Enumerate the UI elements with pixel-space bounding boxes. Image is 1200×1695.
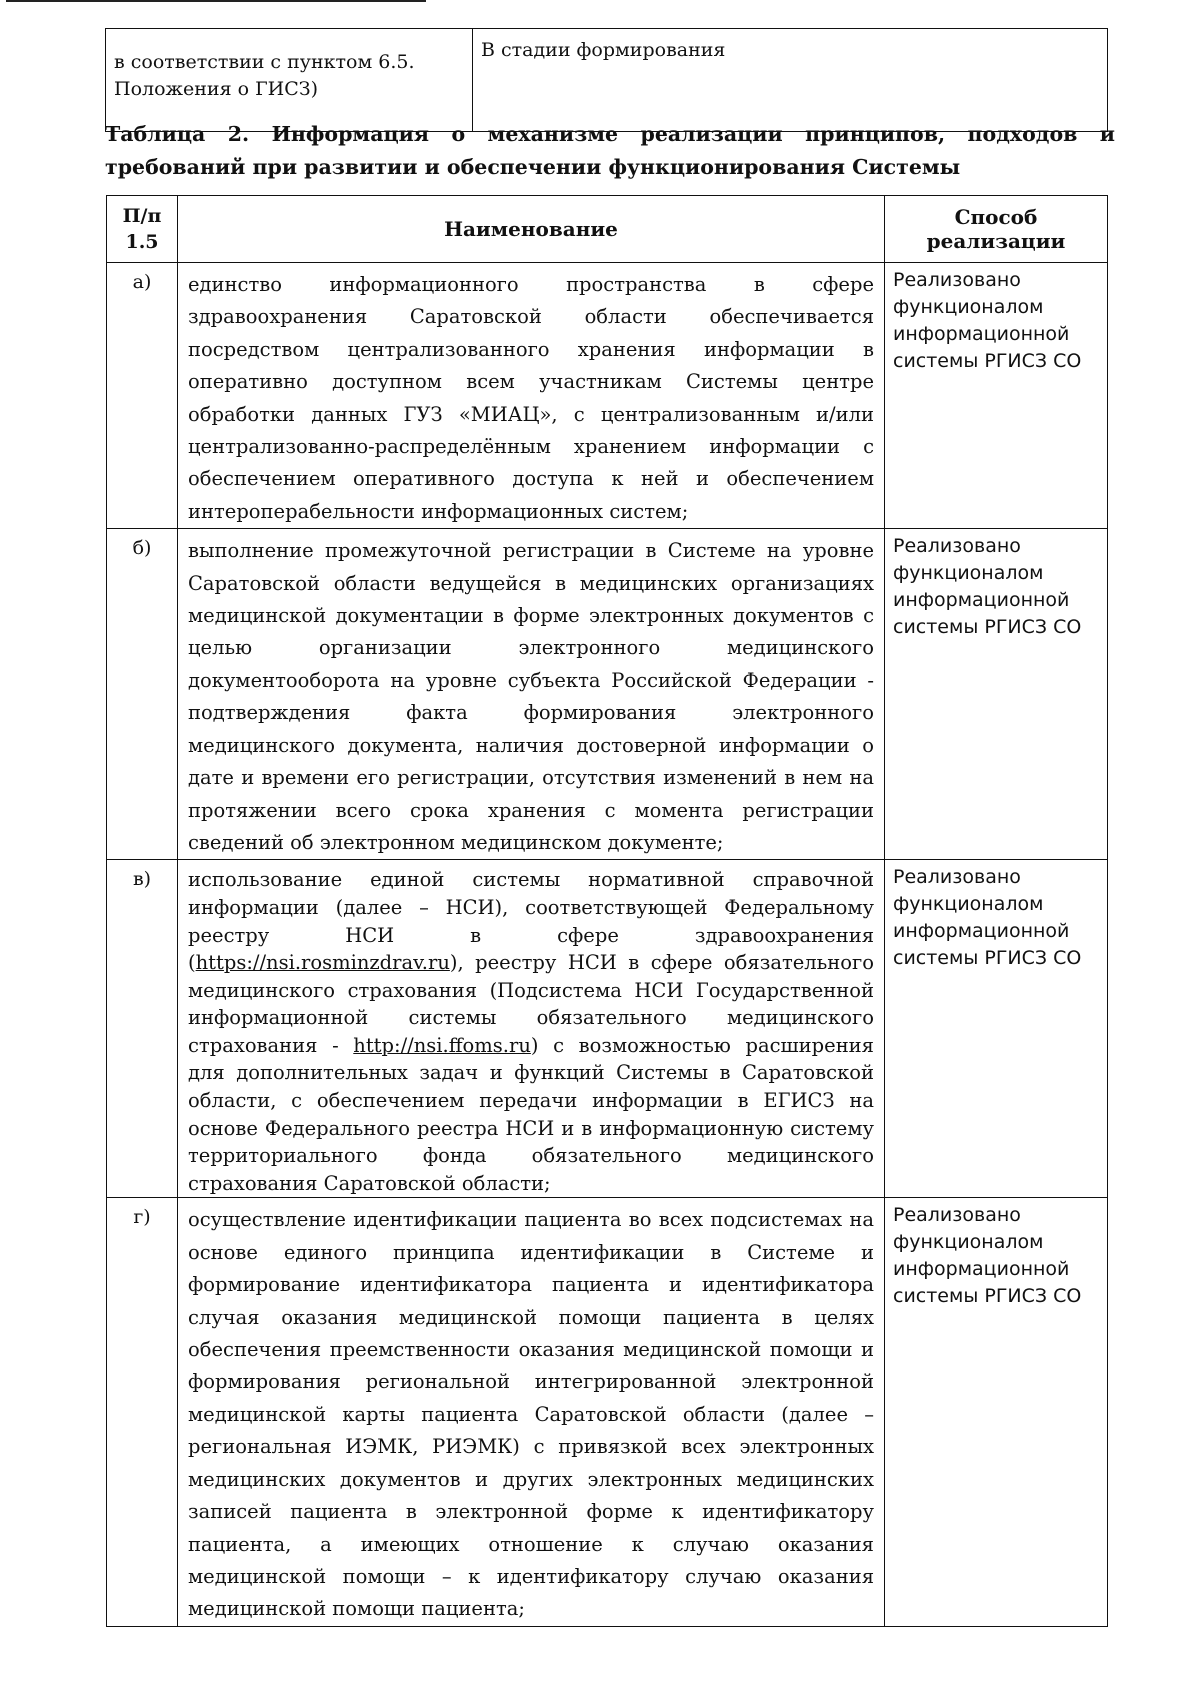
continuation-right-cell: В стадии формирования [473,29,1108,132]
row-text [178,860,885,1198]
continuation-table [105,28,1108,132]
mechanism-table [106,195,1108,1627]
ffoms-link[interactable]: http://nsi.ffoms.ru [353,1033,531,1057]
header-number-line2: 1.5 [125,231,159,253]
table-caption: Таблица 2. Информация о механизме реализации принципов, подходов и требований при развитии и обеспечении функционирования Системы [105,122,1115,179]
row-number: б) [107,529,178,860]
row-method: Реализовано функционалом информационной системы РГИСЗ СО [885,263,1108,529]
header-method: Способ реализации [885,196,1108,263]
row-number: в) [107,860,178,1198]
row-text: выполнение промежуточной регистрации в Системе на уровне Саратовской области ведущейся в медицинских организациях медицинской документации в форме электронных документов с целью организации электронного медицинского документооборота на уровне субъекта Российской Федерации - подтверждения факта формирования электронного медицинского документа, наличия достоверной информации о дате и времени его регистрации, отсутствия изменений в нем на протяжении всего срока хранения с момента регистрации сведений об электронном медицинском документе; [178,529,885,860]
rosminzdrav-link[interactable]: https://nsi.rosminzdrav.ru [195,951,450,975]
row-text: единство информационного пространства в сфере здравоохранения Саратовской области обеспечивается посредством централизованного хранения информации в оперативно доступном всем участникам Системы центре обработки данных ГУЗ «МИАЦ», с централизованным и/или централизованно-распределённым хранением информации с обеспечением оперативного доступа к ней и обеспечением интероперабельности информационных систем; [178,263,885,529]
continuation-left-cell: в соответствии с пунктом 6.5. Положения о ГИСЗ) [106,29,473,132]
table-row [106,29,1108,132]
row-text-part: использование единой системы нормативной справочной информации (далее – НСИ), соответствующей Федеральному реестру НСИ в сфере здравоохранения ( [188,868,874,975]
row-text-part: ), реестру НСИ в сфере обязательного медицинского страхования (Подсистема НСИ Государственной информационной системы обязательного медицинского страхования - [188,951,874,1057]
header-number [107,196,178,263]
table-row [107,263,1108,529]
page-top-rule [6,0,426,2]
table-row [107,860,1108,1198]
header-number-line1: П/п [122,205,162,227]
row-method: Реализовано функционалом информационной системы РГИСЗ СО [885,860,1108,1198]
row-text-part: ) с возможностью расширения для дополнительных задач и функций Системы в Саратовской области, с обеспечением передачи информации в ЕГИСЗ на основе Федерального реестра НСИ и в информационную систему территориального фонда обязательного медицинского страхования Саратовской области; [188,1033,874,1195]
row-method: Реализовано функционалом информационной системы РГИСЗ СО [885,529,1108,860]
row-text: осуществление идентификации пациента во всех подсистемах на основе единого принципа идентификации в Системе и формирование идентификатора пациента и идентификатора случая оказания медицинской помощи пациента в целях обеспечения преемственности оказания медицинской помощи и формирования региональной интегрированной электронной медицинской карты пациента Саратовской области (далее – региональная ИЭМК, РИЭМК) с привязкой всех электронных медицинских документов и других электронных медицинских записей пациента в электронной форме к идентификатору пациента, а имеющих отношение к случаю оказания медицинской помощи – к идентификатору случаю оказания медицинской помощи пациента; [178,1198,885,1626]
table-row [107,1198,1108,1626]
row-method: Реализовано функционалом информационной системы РГИСЗ СО [885,1198,1108,1626]
row-number: г) [107,1198,178,1626]
table-header-row [107,196,1108,263]
table-row [107,529,1108,860]
header-name: Наименование [178,196,885,263]
row-number: а) [107,263,178,529]
